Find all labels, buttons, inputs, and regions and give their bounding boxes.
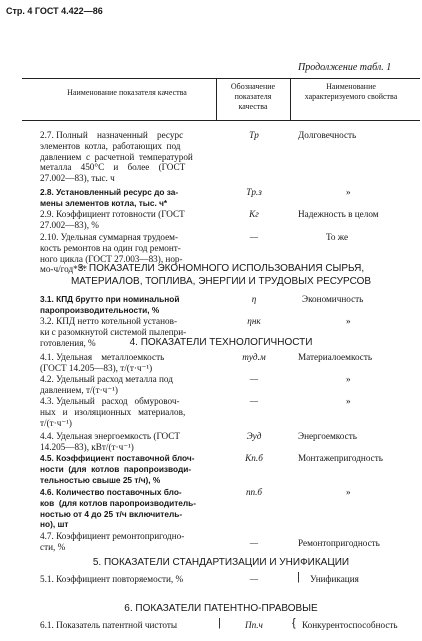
indicator-name: 3.1. КПД брутто при номинальной паропроизводительности, % xyxy=(40,294,180,315)
indicator-symbol: Пп.ч xyxy=(245,620,263,630)
indicator-symbol: Tр.з xyxy=(246,187,262,197)
column-header-designation: Обозначение показателя качества xyxy=(230,82,276,111)
property-name: » xyxy=(346,487,351,497)
table-row xyxy=(0,571,422,586)
indicator-symbol: — xyxy=(249,396,259,406)
property-name: Энергоемкость xyxy=(298,431,357,441)
bracket-divider: | xyxy=(218,617,221,629)
indicator-symbol: — xyxy=(249,538,259,548)
bracket-divider: | xyxy=(297,571,300,583)
property-name: Долговечность xyxy=(298,130,357,140)
indicator-symbol: ηнк xyxy=(247,316,261,326)
indicator-name: 2.7. Полный назначенный ресурс элементов котла, работающих под давлением с расчетной температурой металла 450°С и более (ГОСТ 27.002—83), тыс. ч xyxy=(40,130,193,184)
table-row xyxy=(0,487,422,531)
column-divider-2 xyxy=(290,78,291,120)
table-row xyxy=(0,130,422,186)
property-name: » xyxy=(346,187,351,197)
property-name: Экономичность xyxy=(302,294,364,304)
indicator-symbol: Kп.б xyxy=(245,453,263,463)
indicator-name: 3.2. КПД нетто котельной установ- ки с разомкнутой системой пылепри- готовления, % xyxy=(40,316,187,348)
indicator-name: 2.9. Коэффициент готовности (ГОСТ 27.002—83), % xyxy=(40,209,185,230)
table-row xyxy=(0,187,422,209)
indicator-symbol: nп.б xyxy=(245,487,263,497)
table-row xyxy=(0,617,422,632)
table-row xyxy=(0,396,422,430)
table-header-rule xyxy=(22,120,420,121)
table-row xyxy=(0,294,422,316)
indicator-symbol: Tр xyxy=(249,130,259,140)
indicator-name: 2.10. Удельная суммарная трудоем- кость ремонтов на один год ремонт- ного цикла (ГОСТ 27.003—83), нор- мо-ч/год*** xyxy=(40,232,183,275)
indicator-name: 5.1. Коэффициент повторяемости, % xyxy=(40,574,184,584)
bracket-divider: { xyxy=(292,617,296,629)
property-name: » xyxy=(346,396,351,406)
indicator-symbol: — xyxy=(249,232,259,242)
indicator-name: 2.8. Установленный ресурс до за- мены элементов котла, тыс. ч* xyxy=(40,187,179,208)
indicator-symbol: Kг xyxy=(249,209,259,219)
section-heading-5: 5. ПОКАЗАТЕЛИ СТАНДАРТИЗАЦИИ И УНИФИКАЦИИ xyxy=(92,557,350,568)
continuation-label: Продолжение табл. 1 xyxy=(298,62,392,73)
indicator-name: 4.1. Удельная металлоемкость (ГОСТ 14.205—83), т/(т·ч⁻¹) xyxy=(40,352,165,373)
property-name: Надежность в целом xyxy=(298,209,379,219)
indicator-name: 4.4. Удельная энергоемкость (ГОСТ 14.205—83), кВт/(т·ч⁻¹) xyxy=(40,431,181,452)
table-top-rule xyxy=(22,78,420,79)
indicator-name: 4.3. Удельный расход обмуровоч- ных и изоляционных материалов, т/(т·ч⁻¹) xyxy=(40,396,186,428)
property-name: Унификация xyxy=(310,574,359,584)
property-name: » xyxy=(346,374,351,384)
property-name: Конкурентоспособность xyxy=(302,620,398,630)
column-divider-1 xyxy=(216,78,217,120)
indicator-symbol: mуд.м xyxy=(242,352,266,362)
indicator-symbol: η xyxy=(251,294,257,304)
section-heading-3: 3. ПОКАЗАТЕЛИ ЭКОНОМНОГО ИСПОЛЬЗОВАНИЯ СЫРЬЯ, МАТЕРИАЛОВ, ТОПЛИВА, ЭНЕРГИИ И ТРУДОВЫХ РЕСУРСОВ xyxy=(70,263,372,287)
table-row xyxy=(0,453,422,487)
property-name: Ремонтопригодность xyxy=(298,538,380,548)
column-header-indicator: Наименование показателя качества xyxy=(67,88,187,97)
table-row xyxy=(0,431,422,453)
property-name: » xyxy=(346,316,351,326)
property-name: Монтажепригодность xyxy=(298,453,383,463)
indicator-name: 4.5. Коэффициент поставочной блоч- ности (для котлов паропроизводи- тельностью свыше 25 т/ч), % xyxy=(40,453,195,485)
indicator-symbol: — xyxy=(249,374,259,384)
section-heading-6: 6. ПОКАЗАТЕЛИ ПАТЕНТНО-ПРАВОВЫЕ xyxy=(124,603,318,614)
indicator-symbol: Эуд xyxy=(246,431,262,441)
table-row xyxy=(0,531,422,553)
indicator-symbol: — xyxy=(249,574,259,584)
property-name: То же xyxy=(326,232,349,242)
indicator-name: 4.6. Количество поставочных бло- ков (для котлов паропроизводитель- ностью от 4 до 25 т/ч включитель- но), шт xyxy=(40,487,197,530)
table-row xyxy=(0,374,422,396)
table-row xyxy=(0,209,422,231)
indicator-name: 4.2. Удельный расход металла под давлением, т/(т·ч⁻¹) xyxy=(40,374,173,395)
indicator-name: 6.1. Показатель патентной чистоты xyxy=(40,620,178,630)
page-header: Стр. 4 ГОСТ 4.422—86 xyxy=(6,6,103,16)
property-name: Материалоемкость xyxy=(298,352,373,362)
section-heading-4: 4. ПОКАЗАТЕЛИ ТЕХНОЛОГИЧНОСТИ xyxy=(129,337,313,348)
column-header-property: Наименование характеризуемого свойства xyxy=(304,82,398,101)
table-row xyxy=(0,352,422,374)
indicator-name: 4.7. Коэффициент ремонтопригодно- сти, % xyxy=(40,531,185,552)
